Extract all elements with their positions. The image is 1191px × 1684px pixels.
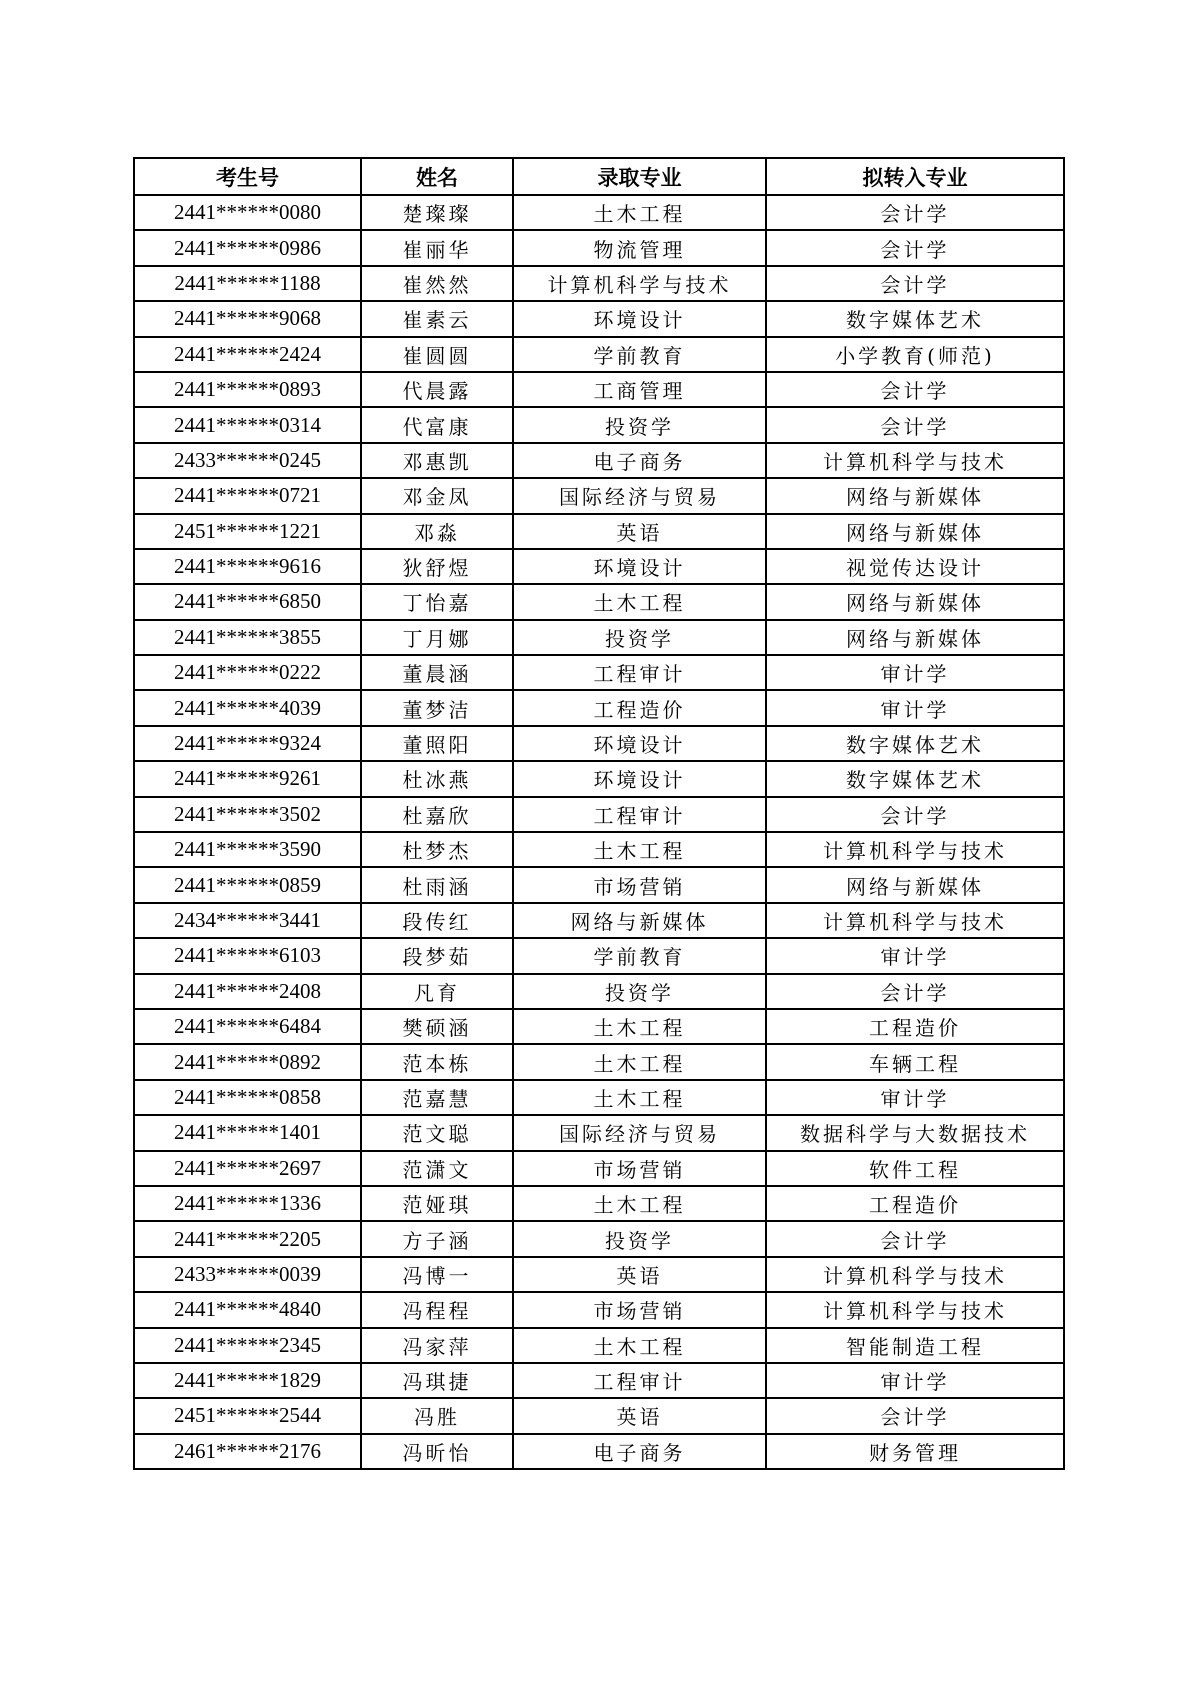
cell-target-major: 网络与新媒体 — [766, 867, 1064, 902]
table-row — [134, 726, 1064, 761]
cell-exam-id: 2441******1188 — [134, 266, 361, 301]
cell-exam-id: 2441******3590 — [134, 832, 361, 867]
cell-target-major: 审计学 — [766, 690, 1064, 725]
cell-exam-id: 2441******3502 — [134, 797, 361, 832]
cell-exam-id: 2441******0986 — [134, 230, 361, 265]
cell-admitted-major: 土木工程 — [513, 195, 766, 230]
cell-target-major: 会计学 — [766, 407, 1064, 442]
cell-name: 董晨涵 — [361, 655, 513, 690]
cell-exam-id: 2441******2345 — [134, 1328, 361, 1363]
cell-name: 凡育 — [361, 974, 513, 1009]
cell-admitted-major: 环境设计 — [513, 301, 766, 336]
cell-target-major: 计算机科学与技术 — [766, 1257, 1064, 1292]
cell-exam-id: 2441******1401 — [134, 1115, 361, 1150]
cell-target-major: 智能制造工程 — [766, 1328, 1064, 1363]
table-row — [134, 903, 1064, 938]
cell-exam-id: 2451******2544 — [134, 1398, 361, 1433]
cell-admitted-major: 环境设计 — [513, 761, 766, 796]
cell-admitted-major: 物流管理 — [513, 230, 766, 265]
table-row — [134, 1115, 1064, 1150]
cell-target-major: 审计学 — [766, 655, 1064, 690]
cell-admitted-major: 投资学 — [513, 407, 766, 442]
cell-exam-id: 2461******2176 — [134, 1434, 361, 1469]
cell-exam-id: 2441******0222 — [134, 655, 361, 690]
cell-target-major: 会计学 — [766, 266, 1064, 301]
cell-admitted-major: 土木工程 — [513, 1328, 766, 1363]
table-row — [134, 797, 1064, 832]
cell-admitted-major: 投资学 — [513, 1221, 766, 1256]
cell-target-major: 会计学 — [766, 230, 1064, 265]
cell-admitted-major: 学前教育 — [513, 938, 766, 973]
cell-exam-id: 2441******0893 — [134, 372, 361, 407]
table-row — [134, 1257, 1064, 1292]
table-row — [134, 1328, 1064, 1363]
cell-name: 崔然然 — [361, 266, 513, 301]
cell-exam-id: 2441******0721 — [134, 478, 361, 513]
cell-admitted-major: 土木工程 — [513, 584, 766, 619]
cell-name: 冯琪捷 — [361, 1363, 513, 1398]
cell-exam-id: 2441******9324 — [134, 726, 361, 761]
cell-admitted-major: 工程审计 — [513, 1363, 766, 1398]
cell-target-major: 会计学 — [766, 797, 1064, 832]
cell-target-major: 财务管理 — [766, 1434, 1064, 1469]
cell-name: 范潇文 — [361, 1151, 513, 1186]
cell-exam-id: 2441******6484 — [134, 1009, 361, 1044]
cell-admitted-major: 电子商务 — [513, 443, 766, 478]
cell-name: 狄舒煜 — [361, 549, 513, 584]
cell-name: 董梦洁 — [361, 690, 513, 725]
cell-name: 邓惠凯 — [361, 443, 513, 478]
cell-admitted-major: 工程审计 — [513, 797, 766, 832]
table-row — [134, 549, 1064, 584]
cell-name: 冯昕怡 — [361, 1434, 513, 1469]
table-row — [134, 584, 1064, 619]
header-admitted-major: 录取专业 — [513, 158, 766, 195]
cell-name: 邓淼 — [361, 514, 513, 549]
cell-name: 杜雨涵 — [361, 867, 513, 902]
table-row — [134, 761, 1064, 796]
cell-target-major: 审计学 — [766, 938, 1064, 973]
table-row — [134, 372, 1064, 407]
cell-name: 代晨露 — [361, 372, 513, 407]
cell-exam-id: 2441******2424 — [134, 337, 361, 372]
cell-target-major: 数字媒体艺术 — [766, 301, 1064, 336]
table-row — [134, 1009, 1064, 1044]
table-row — [134, 301, 1064, 336]
cell-exam-id: 2441******1336 — [134, 1186, 361, 1221]
cell-name: 丁月娜 — [361, 620, 513, 655]
cell-target-major: 网络与新媒体 — [766, 514, 1064, 549]
cell-admitted-major: 国际经济与贸易 — [513, 1115, 766, 1150]
cell-exam-id: 2441******9068 — [134, 301, 361, 336]
cell-name: 范嘉慧 — [361, 1080, 513, 1115]
table-row — [134, 620, 1064, 655]
cell-exam-id: 2451******1221 — [134, 514, 361, 549]
cell-exam-id: 2441******6850 — [134, 584, 361, 619]
cell-target-major: 软件工程 — [766, 1151, 1064, 1186]
table-row — [134, 266, 1064, 301]
cell-target-major: 视觉传达设计 — [766, 549, 1064, 584]
cell-admitted-major: 环境设计 — [513, 726, 766, 761]
cell-name: 范娅琪 — [361, 1186, 513, 1221]
cell-admitted-major: 学前教育 — [513, 337, 766, 372]
cell-admitted-major: 环境设计 — [513, 549, 766, 584]
cell-exam-id: 2441******4039 — [134, 690, 361, 725]
table-row — [134, 1292, 1064, 1327]
cell-name: 董照阳 — [361, 726, 513, 761]
cell-target-major: 计算机科学与技术 — [766, 443, 1064, 478]
cell-exam-id: 2441******0892 — [134, 1044, 361, 1079]
cell-exam-id: 2441******9616 — [134, 549, 361, 584]
cell-target-major: 数字媒体艺术 — [766, 761, 1064, 796]
cell-target-major: 审计学 — [766, 1080, 1064, 1115]
cell-target-major: 计算机科学与技术 — [766, 832, 1064, 867]
cell-name: 崔圆圆 — [361, 337, 513, 372]
table-row — [134, 337, 1064, 372]
table-row — [134, 1363, 1064, 1398]
cell-name: 冯胜 — [361, 1398, 513, 1433]
cell-admitted-major: 国际经济与贸易 — [513, 478, 766, 513]
cell-target-major: 小学教育(师范) — [766, 337, 1064, 372]
table-row — [134, 1221, 1064, 1256]
table-row — [134, 867, 1064, 902]
table-row — [134, 514, 1064, 549]
cell-target-major: 会计学 — [766, 372, 1064, 407]
cell-admitted-major: 市场营销 — [513, 1292, 766, 1327]
table-row — [134, 1151, 1064, 1186]
cell-exam-id: 2441******4840 — [134, 1292, 361, 1327]
cell-exam-id: 2441******2408 — [134, 974, 361, 1009]
cell-admitted-major: 英语 — [513, 514, 766, 549]
cell-name: 崔素云 — [361, 301, 513, 336]
table-row — [134, 832, 1064, 867]
cell-target-major: 会计学 — [766, 974, 1064, 1009]
cell-admitted-major: 土木工程 — [513, 1186, 766, 1221]
cell-target-major: 网络与新媒体 — [766, 584, 1064, 619]
cell-admitted-major: 土木工程 — [513, 832, 766, 867]
cell-admitted-major: 电子商务 — [513, 1434, 766, 1469]
cell-target-major: 工程造价 — [766, 1009, 1064, 1044]
cell-name: 邓金凤 — [361, 478, 513, 513]
cell-admitted-major: 投资学 — [513, 620, 766, 655]
cell-exam-id: 2434******3441 — [134, 903, 361, 938]
cell-admitted-major: 网络与新媒体 — [513, 903, 766, 938]
cell-target-major: 会计学 — [766, 195, 1064, 230]
cell-target-major: 会计学 — [766, 1221, 1064, 1256]
cell-name: 段梦茹 — [361, 938, 513, 973]
cell-name: 范本栋 — [361, 1044, 513, 1079]
table-row — [134, 655, 1064, 690]
table-row — [134, 1398, 1064, 1433]
cell-admitted-major: 土木工程 — [513, 1009, 766, 1044]
cell-name: 崔丽华 — [361, 230, 513, 265]
cell-name: 杜梦杰 — [361, 832, 513, 867]
cell-target-major: 网络与新媒体 — [766, 478, 1064, 513]
cell-target-major: 车辆工程 — [766, 1044, 1064, 1079]
cell-admitted-major: 工商管理 — [513, 372, 766, 407]
cell-admitted-major: 英语 — [513, 1257, 766, 1292]
cell-exam-id: 2441******6103 — [134, 938, 361, 973]
cell-name: 段传红 — [361, 903, 513, 938]
cell-exam-id: 2441******0859 — [134, 867, 361, 902]
table-row — [134, 478, 1064, 513]
cell-name: 代富康 — [361, 407, 513, 442]
cell-target-major: 计算机科学与技术 — [766, 903, 1064, 938]
table-row — [134, 443, 1064, 478]
header-exam-id: 考生号 — [134, 158, 361, 195]
cell-exam-id: 2433******0245 — [134, 443, 361, 478]
cell-exam-id: 2441******0080 — [134, 195, 361, 230]
header-name: 姓名 — [361, 158, 513, 195]
cell-exam-id: 2441******0858 — [134, 1080, 361, 1115]
cell-exam-id: 2441******2205 — [134, 1221, 361, 1256]
cell-target-major: 数字媒体艺术 — [766, 726, 1064, 761]
cell-name: 方子涵 — [361, 1221, 513, 1256]
cell-exam-id: 2441******3855 — [134, 620, 361, 655]
cell-admitted-major: 土木工程 — [513, 1044, 766, 1079]
table-row — [134, 1044, 1064, 1079]
cell-name: 楚璨璨 — [361, 195, 513, 230]
cell-exam-id: 2441******1829 — [134, 1363, 361, 1398]
cell-admitted-major: 工程审计 — [513, 655, 766, 690]
cell-admitted-major: 土木工程 — [513, 1080, 766, 1115]
table-row — [134, 230, 1064, 265]
cell-name: 杜嘉欣 — [361, 797, 513, 832]
cell-admitted-major: 工程造价 — [513, 690, 766, 725]
cell-target-major: 工程造价 — [766, 1186, 1064, 1221]
header-row — [134, 158, 1064, 195]
table-row — [134, 938, 1064, 973]
cell-admitted-major: 计算机科学与技术 — [513, 266, 766, 301]
cell-target-major: 审计学 — [766, 1363, 1064, 1398]
cell-name: 丁怡嘉 — [361, 584, 513, 619]
cell-target-major: 数据科学与大数据技术 — [766, 1115, 1064, 1150]
table-row — [134, 690, 1064, 725]
cell-name: 冯程程 — [361, 1292, 513, 1327]
cell-admitted-major: 市场营销 — [513, 1151, 766, 1186]
table-row — [134, 1434, 1064, 1469]
cell-exam-id: 2433******0039 — [134, 1257, 361, 1292]
header-target-major: 拟转入专业 — [766, 158, 1064, 195]
table-row — [134, 1186, 1064, 1221]
table-row — [134, 407, 1064, 442]
cell-target-major: 会计学 — [766, 1398, 1064, 1433]
cell-admitted-major: 投资学 — [513, 974, 766, 1009]
cell-exam-id: 2441******9261 — [134, 761, 361, 796]
cell-target-major: 网络与新媒体 — [766, 620, 1064, 655]
table-row — [134, 974, 1064, 1009]
cell-name: 范文聪 — [361, 1115, 513, 1150]
cell-exam-id: 2441******0314 — [134, 407, 361, 442]
cell-target-major: 计算机科学与技术 — [766, 1292, 1064, 1327]
table-row — [134, 1080, 1064, 1115]
cell-name: 杜冰燕 — [361, 761, 513, 796]
cell-admitted-major: 英语 — [513, 1398, 766, 1433]
cell-name: 樊硕涵 — [361, 1009, 513, 1044]
cell-name: 冯博一 — [361, 1257, 513, 1292]
cell-exam-id: 2441******2697 — [134, 1151, 361, 1186]
cell-name: 冯家萍 — [361, 1328, 513, 1363]
table-row — [134, 195, 1064, 230]
cell-admitted-major: 市场营销 — [513, 867, 766, 902]
transfer-roster-table — [133, 157, 1065, 1470]
